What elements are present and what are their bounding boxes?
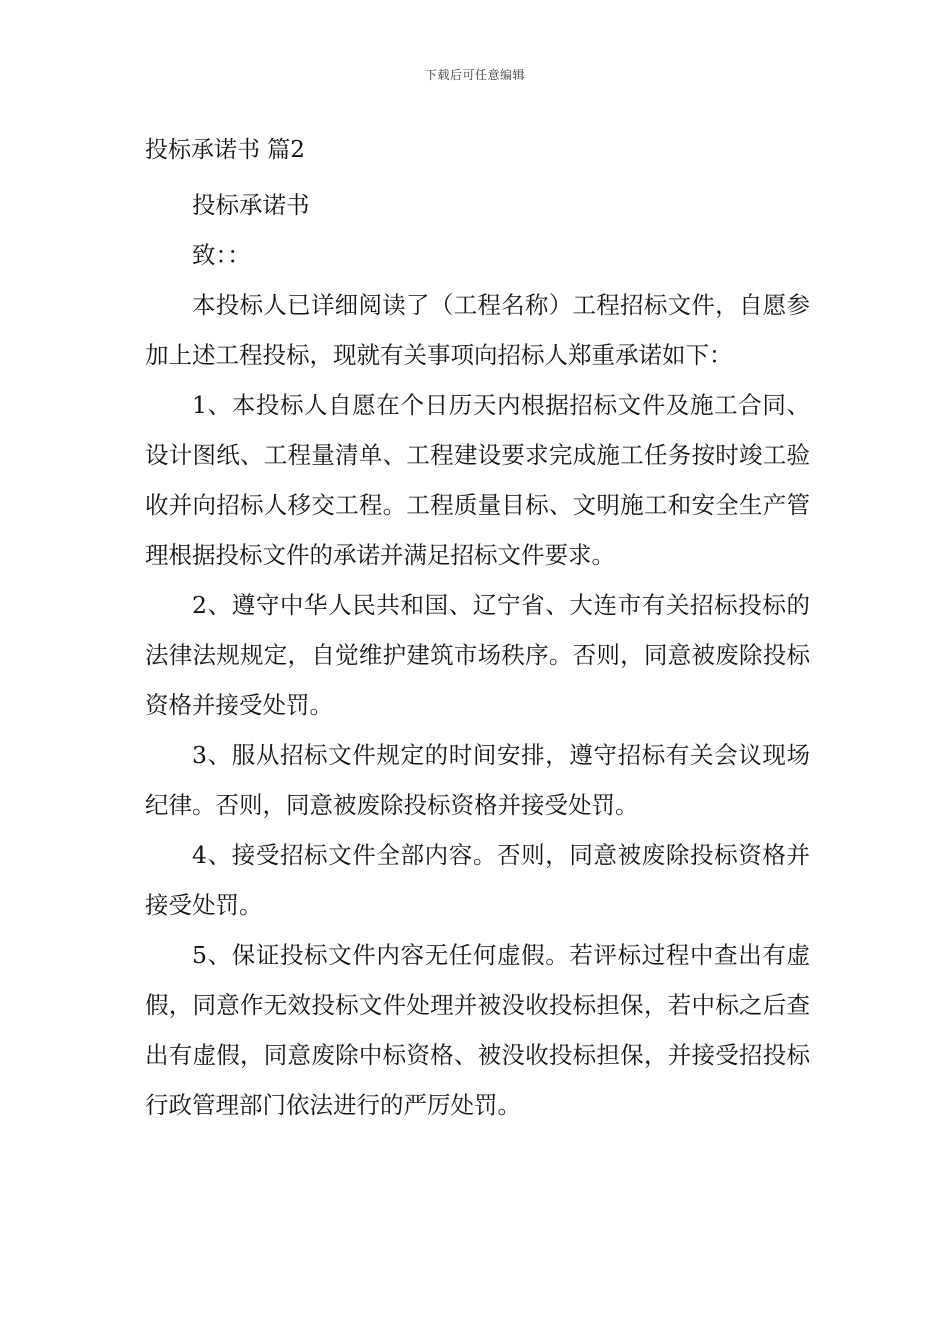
paragraph-item-4: 4、接受招标文件全部内容。否则，同意被废除投标资格并接受处罚。 <box>145 841 810 919</box>
paragraph-item-5: 5、保证投标文件内容无任何虚假。若评标过程中查出有虚假，同意作无效投标文件处理并被没收投标担保，若中标之后查出有虚假，同意废除中标资格、被没收投标担保，并接受招投标行政管理部门依法进行的严厉处罚。 <box>145 941 810 1119</box>
paragraph-intro: 本投标人已详细阅读了（工程名称）工程招标文件，自愿参加上述工程投标，现就有关事项向招标人郑重承诺如下： <box>145 291 810 369</box>
document-heading: 投标承诺书 <box>192 191 310 219</box>
salutation: 致：： <box>192 241 251 269</box>
page-header-note: 下载后可任意编辑 <box>424 68 525 82</box>
paragraph-item-2: 2、遵守中华人民共和国、辽宁省、大连市有关招标投标的法律法规规定，自觉维护建筑市场秩序。否则，同意被废除投标资格并接受处罚。 <box>145 591 810 719</box>
paragraph-item-3: 3、服从招标文件规定的时间安排，遵守招标有关会议现场纪律。否则，同意被废除投标资格并接受处罚。 <box>145 741 810 819</box>
document-body <box>145 130 810 1130</box>
document-title: 投标承诺书 篇2 <box>145 137 305 163</box>
paragraph-item-1: 1、本投标人自愿在个日历天内根据招标文件及施工合同、设计图纸、工程量清单、工程建设要求完成施工任务按时竣工验收并向招标人移交工程。工程质量目标、文明施工和安全生产管理根据投标文件的承诺并满足招标文件要求。 <box>145 391 810 569</box>
